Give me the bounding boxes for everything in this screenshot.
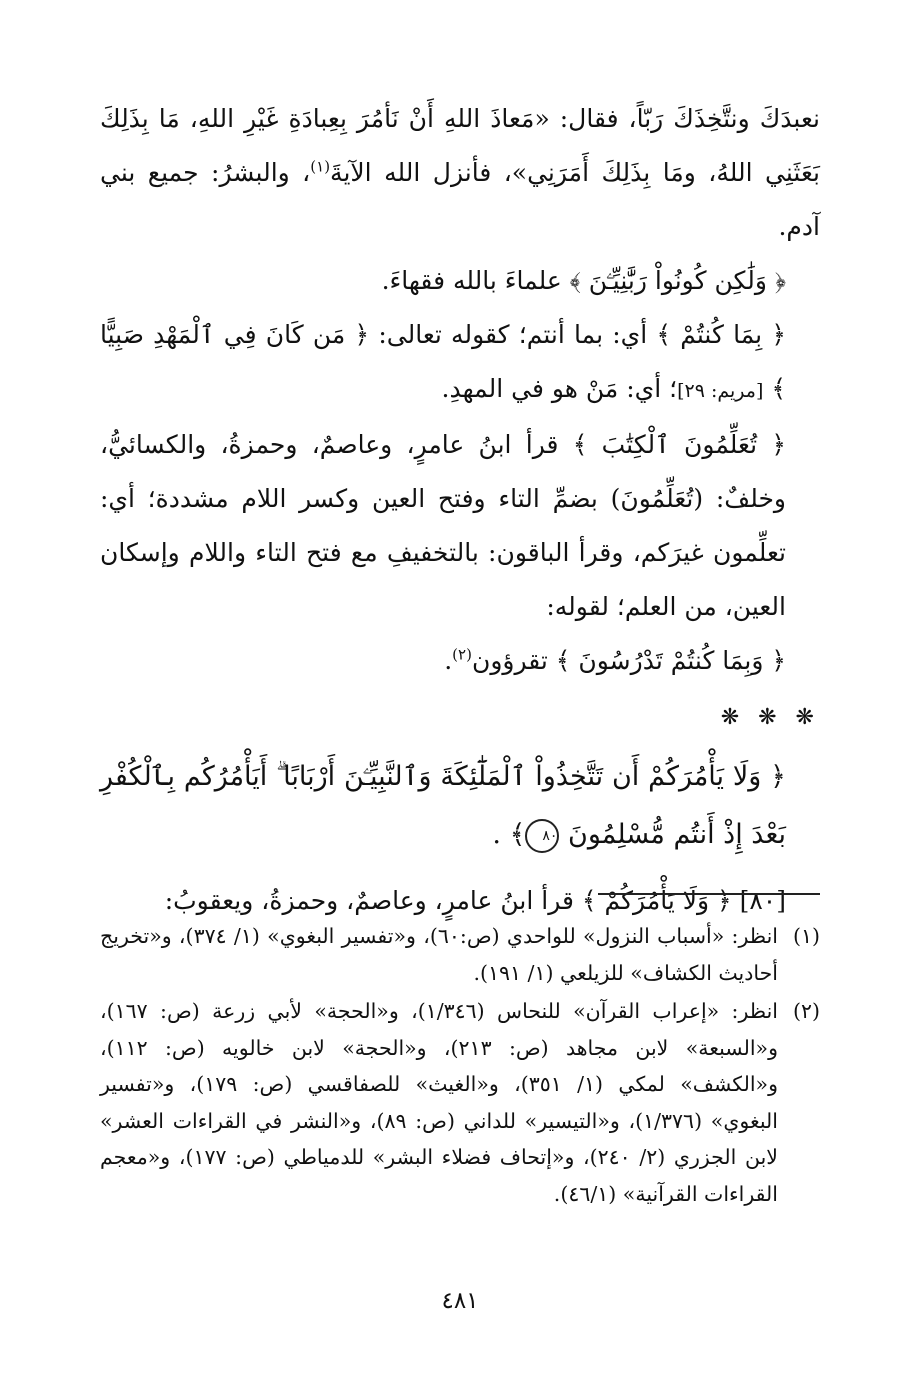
quran-verse [100, 748, 820, 864]
paragraph-3 [100, 308, 820, 418]
paragraph-5-text: ﴿ وَبِمَا كُنتُمْ تَدْرُسُونَ ﴾ تقرؤون [471, 646, 786, 675]
footnote-divider [598, 893, 820, 895]
footnote-ref-1: (١) [310, 157, 331, 176]
footnote-ref-2: (٢) [452, 645, 472, 664]
quran-reference: [مريم: ٢٩] [677, 380, 764, 402]
footnote-number: (٢) [792, 999, 820, 1023]
footnote-text: انظر: «إعراب القرآن» للنحاس (١/٣٤٦)، و«الحجة» لأبي زرعة (ص: ١٦٧)، و«السبعة» لابن مجاهد (ص: ٢١٣)، و«الحجة» لابن خالويه (ص: ١١٢)، و«الكشف» لمكي (١/ ٣٥١)، و«الغيث» للصفاقسي (ص: ١٧٩)، و«تفسير البغوي» (١/٣٧٦)، و«التيسير» للداني (ص: ٨٩)، و«النشر في القراءات العشر» لابن الجزري (٢/ ٢٤٠)، و«إتحاف فضلاء البشر» للدمياطي (ص: ١٧٧)، و«معجم القراءات القرآنية» (٤٦/١). [100, 999, 778, 1206]
paragraph-1-text: نعبدَكَ ونتَّخِذَكَ رَبّاً، فقال: «مَعاذَ اللهِ أَنْ نَأمُرَ بِعِبادَةِ غَيْرِ اللهِ، مَا بِذَلِكَ بَعَثَنِي اللهُ، ومَا بِذَلِكَ أَمَرَنِي»، فأنزل الله الآيةَ [100, 104, 820, 187]
footnote-number: (١) [792, 924, 820, 948]
footnote-1 [100, 918, 820, 991]
section-separator: ❋ ❋ ❋ [720, 705, 820, 730]
footnote-2 [100, 993, 820, 1212]
main-text [100, 92, 820, 928]
page-number: ٤٨١ [441, 1288, 479, 1314]
paragraph-2: ﴿ وَلَٰكِن كُونُواْ رَبَّٰنِيِّـۧنَ ﴾ علماءَ بالله فقهاءَ. [381, 266, 786, 295]
verse-number-marker: ٨٠ [525, 819, 559, 853]
paragraph-1-end: ، والبشرُ: جميع بني آدم. [100, 158, 820, 241]
paragraph-3-text: ﴿ بِمَا كُنتُمْ ﴾ أي: بما أنتم؛ كقوله تعالى: ﴿ مَن كَانَ فِي ٱلْمَهْدِ صَبِيًّا ﴾ [100, 320, 786, 403]
paragraph-4: ﴿ تُعَلِّمُونَ ٱلْكِتَٰبَ ﴾ قرأ ابنُ عامرٍ، وعاصمٌ، وحمزةُ، والكسائيُّ، وخلفٌ: (تُعَلِّمُونَ) بضمِّ التاء وفتح العين وكسر اللام مشددة؛ أي: تعلِّمون غيرَكم، وقرأ الباقون: بالتخفيفِ مع فتح التاء واللام وإسكان العين، من العلم؛ لقوله: [100, 430, 786, 621]
footnote-text: انظر: «أسباب النزول» للواحدي (ص:٦٠)، و«تفسير البغوي» (١/ ٣٧٤)، و«تخريج أحاديث الكشاف» للزيلعي (١/ ١٩١). [100, 924, 778, 985]
verse-end: ﴾ . [492, 819, 526, 850]
paragraph-6: [٨٠] ﴿ وَلَا يَأْمُرَكُمْ ﴾ قرأ ابنُ عامرٍ، وعاصمٌ، وحمزةُ، ويعقوبُ: [164, 886, 786, 915]
verse-text: ﴿ وَلَا يَأْمُرَكُمْ أَن تَتَّخِذُواْ ٱلْمَلَٰٓئِكَةَ وَٱلنَّبِيِّـۧنَ أَرْبَابًا ۗ أَيَأْمُرُكُم بِٱلْكُفْرِ بَعْدَ إِذْ أَنتُم مُّسْلِمُونَ [100, 761, 786, 850]
paragraph-5 [100, 634, 820, 688]
paragraph-1 [100, 92, 820, 254]
paragraph-3-end: ؛ أي: مَنْ هو في المهدِ. [441, 374, 678, 403]
paragraph-5-end: . [444, 646, 453, 675]
footnotes [100, 918, 820, 1214]
